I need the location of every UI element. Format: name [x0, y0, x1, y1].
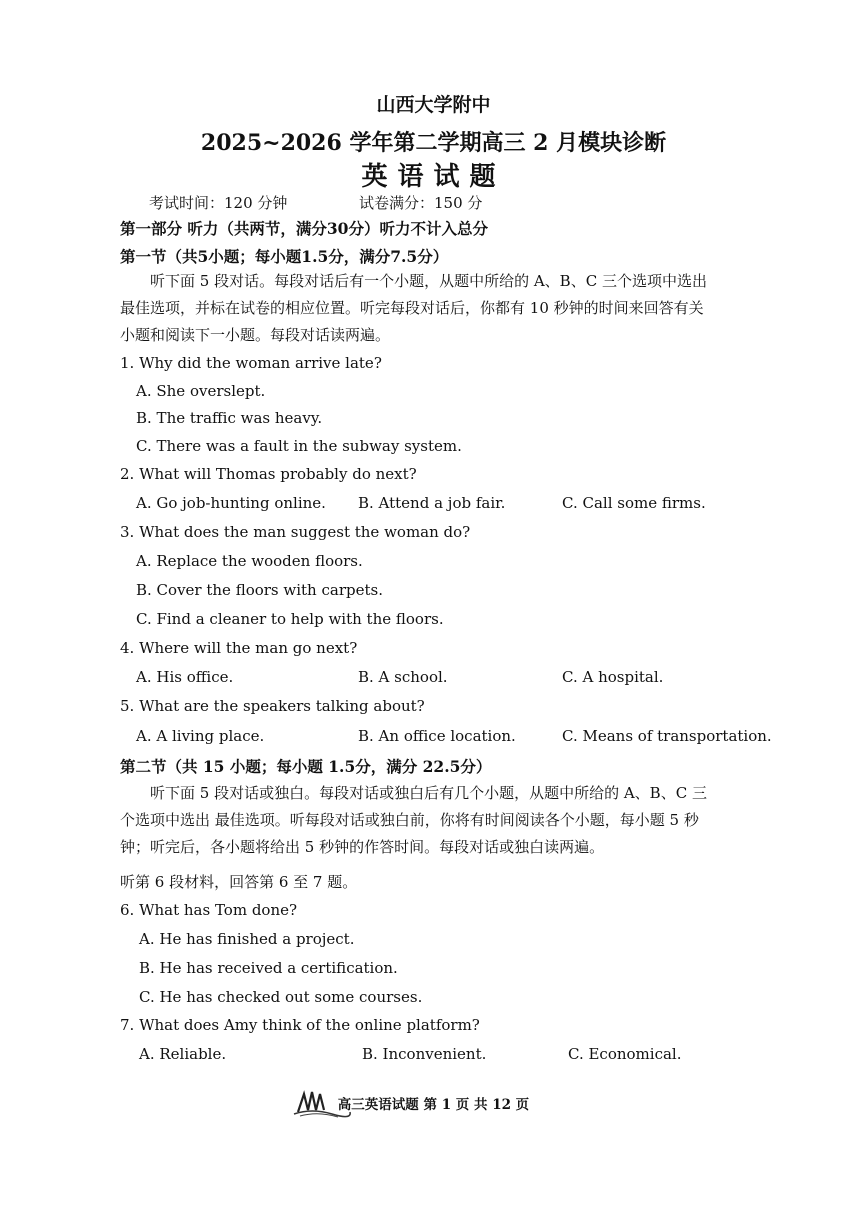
question-option: C. Call some firms.: [562, 494, 706, 512]
section1-title: 第一节（共5小题；每小题1.5分，满分7.5分）: [120, 247, 449, 266]
question-option: C. He has checked out some courses.: [139, 988, 423, 1006]
instruction-line: 听下面 5 段对话或独白。每段对话或独白后有几个小题，从题中所给的 A、B、C 三: [150, 784, 707, 802]
question-option: B. The traffic was heavy.: [136, 409, 323, 427]
instruction-line: 小题和阅读下一小题。每段对话读两遍。: [120, 326, 391, 344]
question-stem: 4. Where will the man go next?: [120, 639, 358, 657]
section2-instructions: [120, 780, 775, 861]
question-stem: 2. What will Thomas probably do next?: [120, 465, 417, 483]
subject-title: 英语试题: [361, 162, 506, 192]
question-stem: 6. What has Tom done?: [120, 901, 298, 919]
section1-instructions: [120, 268, 770, 349]
question-stem: 7. What does Amy think of the online platform?: [120, 1016, 480, 1034]
question-option: B. Cover the floors with carpets.: [136, 581, 383, 599]
question-option: A. A living place.: [136, 727, 265, 745]
question-option: A. She overslept.: [136, 382, 266, 400]
question-option: C. Economical.: [568, 1045, 682, 1063]
material-note: 听第 6 段材料，回答第 6 至 7 题。: [120, 873, 358, 891]
section2-title: 第二节（共 15 小题；每小题 1.5分，满分 22.5分）: [120, 757, 492, 776]
question-option: C. There was a fault in the subway system.: [136, 437, 462, 455]
question-option: A. He has finished a project.: [139, 930, 355, 948]
question-option: C. Find a cleaner to help with the floors.: [136, 610, 444, 628]
exam-title: 2025~2026 学年第二学期高三 2 月模块诊断: [200, 130, 667, 156]
part1-title: 第一部分 听力（共两节，满分30分）听力不计入总分: [120, 219, 488, 238]
instruction-line: 听下面 5 段对话。每段对话后有一个小题，从题中所给的 A、B、C 三个选项中选出: [150, 272, 707, 290]
instruction-line: 个选项中选出 最佳选项。听每段对话或独白前，你将有时间阅读各个小题，每小题 5 秒: [120, 811, 699, 829]
question-option: B. He has received a certification.: [139, 959, 398, 977]
question-stem: 3. What does the man suggest the woman do?: [120, 523, 471, 541]
question-option: A. Replace the wooden floors.: [136, 552, 363, 570]
question-option: A. His office.: [136, 668, 234, 686]
question-stem: 5. What are the speakers talking about?: [120, 697, 425, 715]
page-footer: 高三英语试题 第 1 页 共 12 页: [337, 1097, 530, 1113]
question-option: B. A school.: [358, 668, 448, 686]
question-stem: 1. Why did the woman arrive late?: [120, 354, 382, 372]
exam-time: 考试时间：120 分钟: [149, 194, 288, 212]
instruction-line: 钟；听完后，各小题将给出 5 秒钟的作答时间。每段对话或独白读两遍。: [120, 838, 605, 856]
question-option: A. Reliable.: [139, 1045, 227, 1063]
school-name: 山西大学附中: [376, 94, 491, 116]
question-option: B. Attend a job fair.: [358, 494, 506, 512]
question-option: C. A hospital.: [562, 668, 664, 686]
instruction-line: 最佳选项，并标在试卷的相应位置。听完每段对话后，你都有 10 秒钟的时间来回答有关: [120, 299, 704, 317]
full-score: 试卷满分：150 分: [359, 194, 483, 212]
question-option: C. Means of transportation.: [562, 727, 772, 745]
question-option: B. An office location.: [358, 727, 516, 745]
question-option: B. Inconvenient.: [362, 1045, 487, 1063]
question-option: A. Go job-hunting online.: [136, 494, 326, 512]
